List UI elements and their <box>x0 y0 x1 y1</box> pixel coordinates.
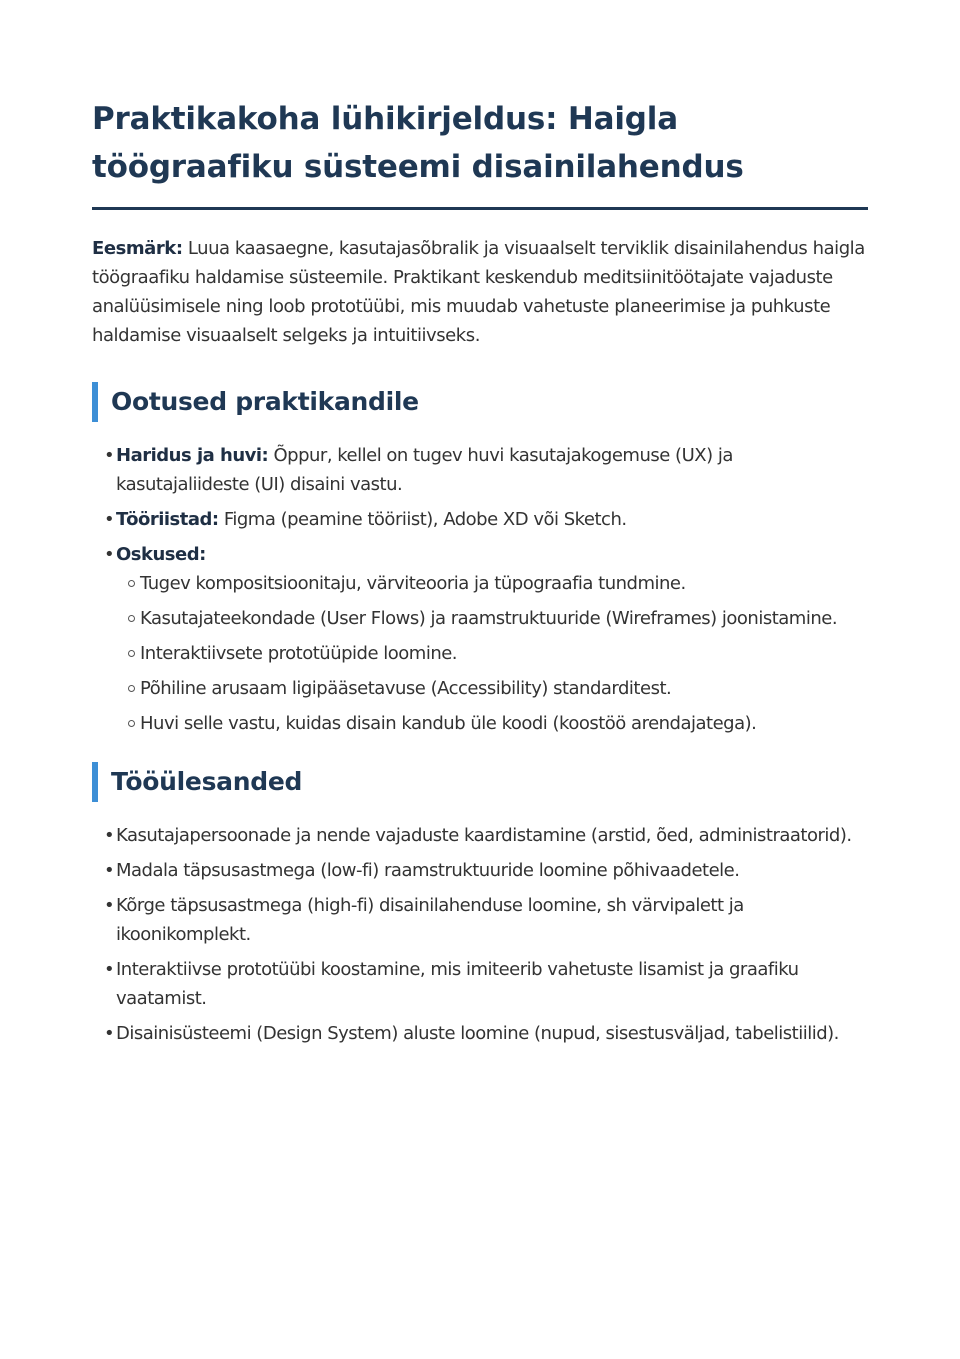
list-item-label: Oskused: <box>116 544 206 565</box>
expectations-list <box>92 441 868 738</box>
sublist-item: Põhiline arusaam ligipääsetavuse (Accessibility) standarditest. <box>128 674 868 703</box>
list-item: • Disainisüsteemi (Design System) aluste loomine (nupud, sisestusväljad, tabelistiilid). <box>104 1019 868 1048</box>
list-item-text: Figma (peamine tööriist), Adobe XD või Sketch. <box>218 509 627 530</box>
list-item <box>104 540 868 738</box>
section-heading-expectations: Ootused praktikandile <box>92 382 868 422</box>
skills-sublist <box>116 569 868 738</box>
list-item-label: Haridus ja huvi: <box>116 445 269 466</box>
list-item <box>104 441 868 499</box>
list-item: • Madala täpsusastmega (low-fi) raamstruktuuride loomine põhivaadetele. <box>104 856 868 885</box>
list-item-label: Tööriistad: <box>116 509 219 530</box>
sublist-item: Tugev kompositsioonitaju, värviteooria ja tüpograafia tundmine. <box>128 569 868 598</box>
sublist-item: Kasutajateekondade (User Flows) ja raamstruktuuride (Wireframes) joonistamine. <box>128 604 868 633</box>
tasks-list <box>92 821 868 1048</box>
intro-label: Eesmärk: <box>92 238 183 259</box>
list-item-text: Õppur, kellel on tugev huvi kasutajakogemuse (UX) ja kasutajaliideste (UI) disaini vastu. <box>116 445 733 495</box>
page-title: Praktikakoha lühikirjeldus: Haigla töögraafiku süsteemi disainilahendus <box>92 95 868 210</box>
list-item <box>104 505 868 534</box>
intro-text: Luua kaasaegne, kasutajasõbralik ja visuaalselt terviklik disainilahendus haigla töögraafiku haldamise süsteemile. Praktikant keskendub meditsiinitöötajate vajaduste analüüsimisele ning loob prototüübi, mis muudab vahetuste planeerimise ja puhkuste haldamise visuaalselt selgeks ja intuitiivseks. <box>92 238 865 346</box>
list-item: • Kõrge täpsusastmega (high-fi) disainilahenduse loomine, sh värvipalett ja ikoonikomplekt. <box>104 891 868 949</box>
list-item: • Kasutajapersoonade ja nende vajaduste kaardistamine (arstid, õed, administraatorid). <box>104 821 868 850</box>
sublist-item: Huvi selle vastu, kuidas disain kandub üle koodi (koostöö arendajatega). <box>128 709 868 738</box>
list-item: • Interaktiivse prototüübi koostamine, mis imiteerib vahetuste lisamist ja graafiku vaatamist. <box>104 955 868 1013</box>
section-heading-tasks: Tööülesanded <box>92 762 868 802</box>
sublist-item: Interaktiivsete prototüüpide loomine. <box>128 639 868 668</box>
intro-paragraph <box>92 234 868 350</box>
